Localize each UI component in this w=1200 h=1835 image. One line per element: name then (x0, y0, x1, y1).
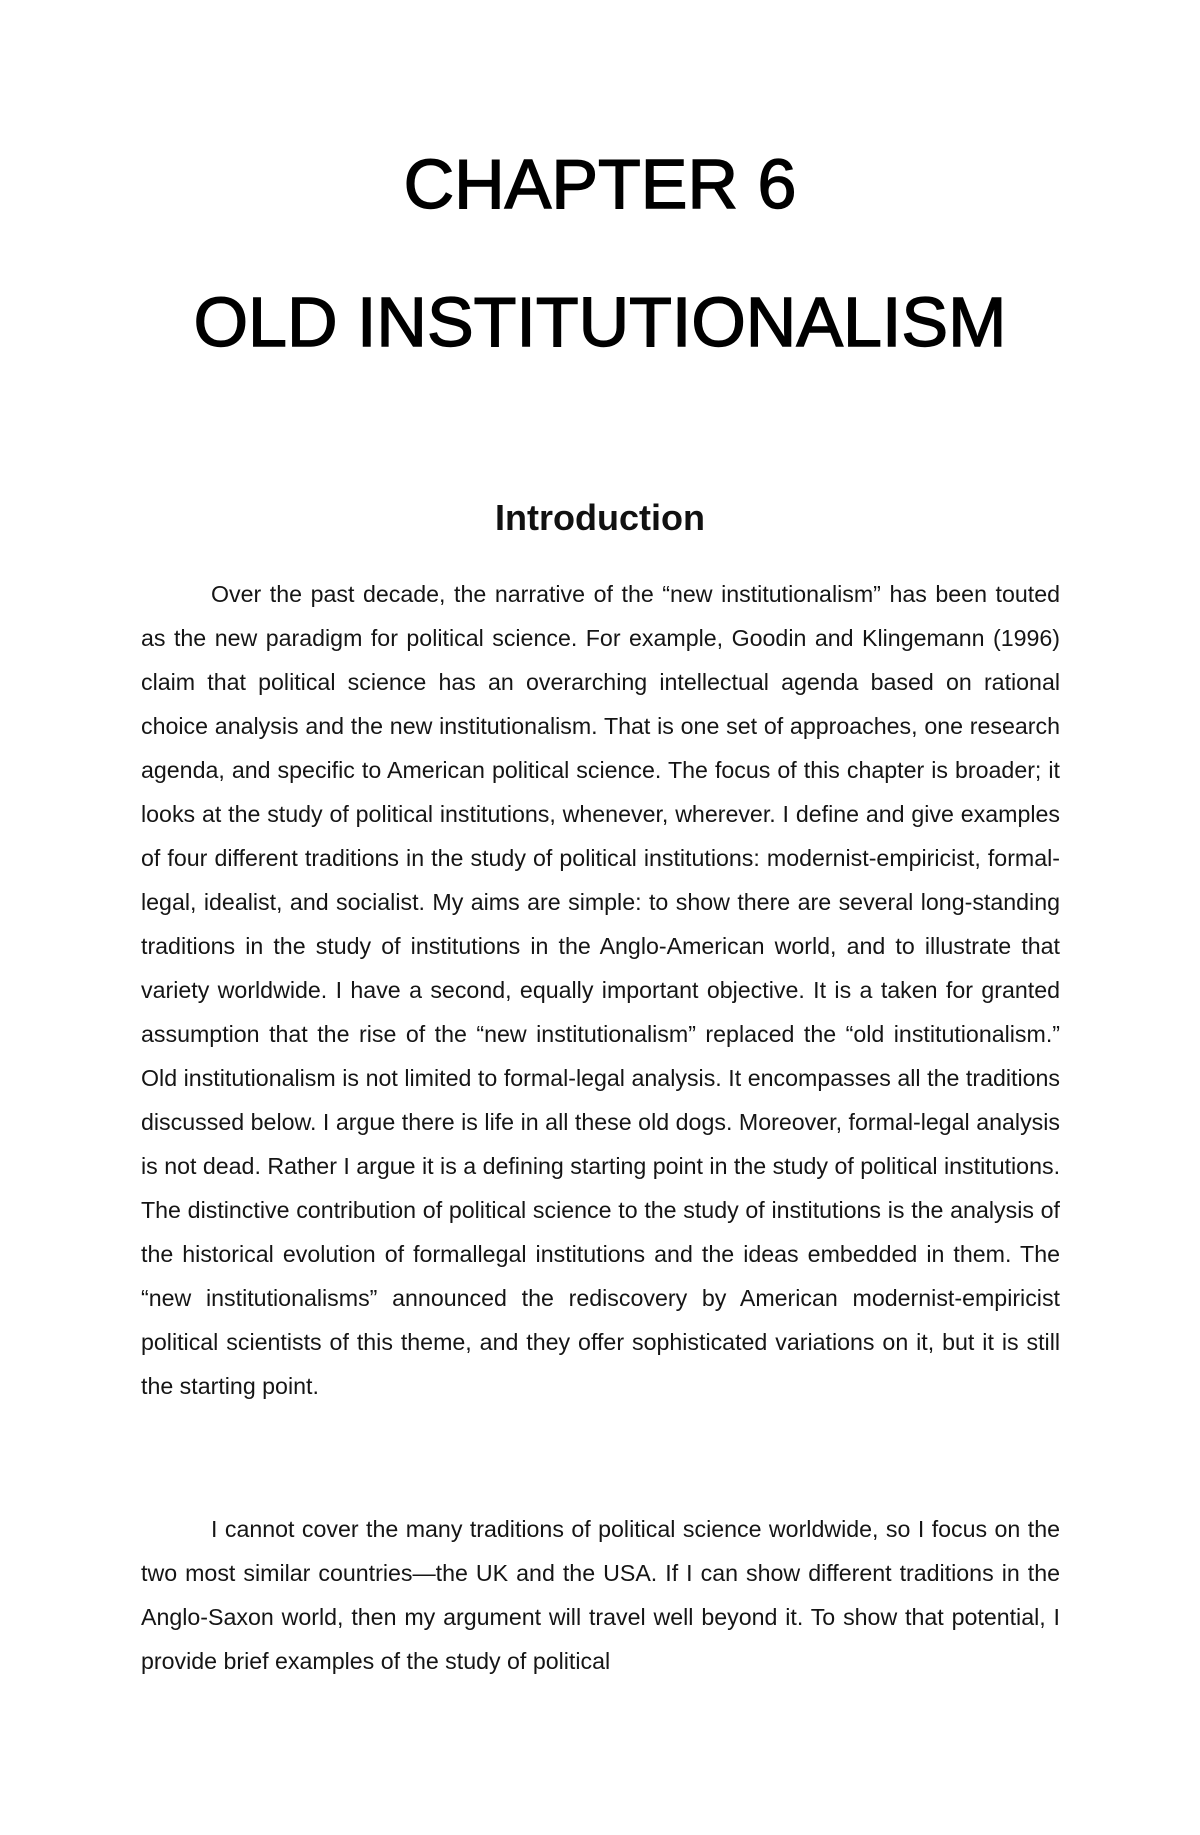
chapter-number: CHAPTER 6 (403, 145, 797, 223)
body-paragraph: Over the past decade, the narrative of the “new institutionalism” has been touted as the new paradigm for political science. For example, Goodin and Klingemann (1996) claim that political science has an overarching intellectual agenda based on rational choice analysis and the new institutionalism. That is one set of approaches, one research agenda, and specific to American political science. The focus of this chapter is broader; it looks at the study of political institutions, whenever, wherever. I define and give examples of four different traditions in the study of political institutions: modernist-empiricist, formal-legal, idealist, and socialist. My aims are simple: to show there are several long-standing traditions in the study of institutions in the Anglo-American world, and to illustrate that variety worldwide. I have a second, equally important objective. It is a taken for granted assumption that the rise of the “new institutionalism” replaced the “old institutionalism.” Old institutionalism is not limited to formal-legal analysis. It encompasses all the traditions discussed below. I argue there is life in all these old dogs. Moreover, formal-legal analysis is not dead. Rather I argue it is a defining starting point in the study of political institutions. The distinctive contribution of political science to the study of institutions is the analysis of the historical evolution of formallegal institutions and the ideas embedded in them. The “new institutionalisms” announced the rediscovery by American modernist-empiricist political scientists of this theme, and they offer sophisticated variations on it, but it is still the starting point. (141, 581, 1061, 1399)
body-paragraph: I cannot cover the many traditions of political science worldwide, so I focus on the two most similar countries—the UK and the USA. If I can show different traditions in the Anglo-Saxon world, then my argument will travel well beyond it. To show that potential, I provide brief examples of the study of political (141, 1516, 1060, 1674)
section-heading: Introduction (495, 497, 705, 538)
chapter-title: OLD INSTITUTIONALISM (193, 283, 1007, 361)
